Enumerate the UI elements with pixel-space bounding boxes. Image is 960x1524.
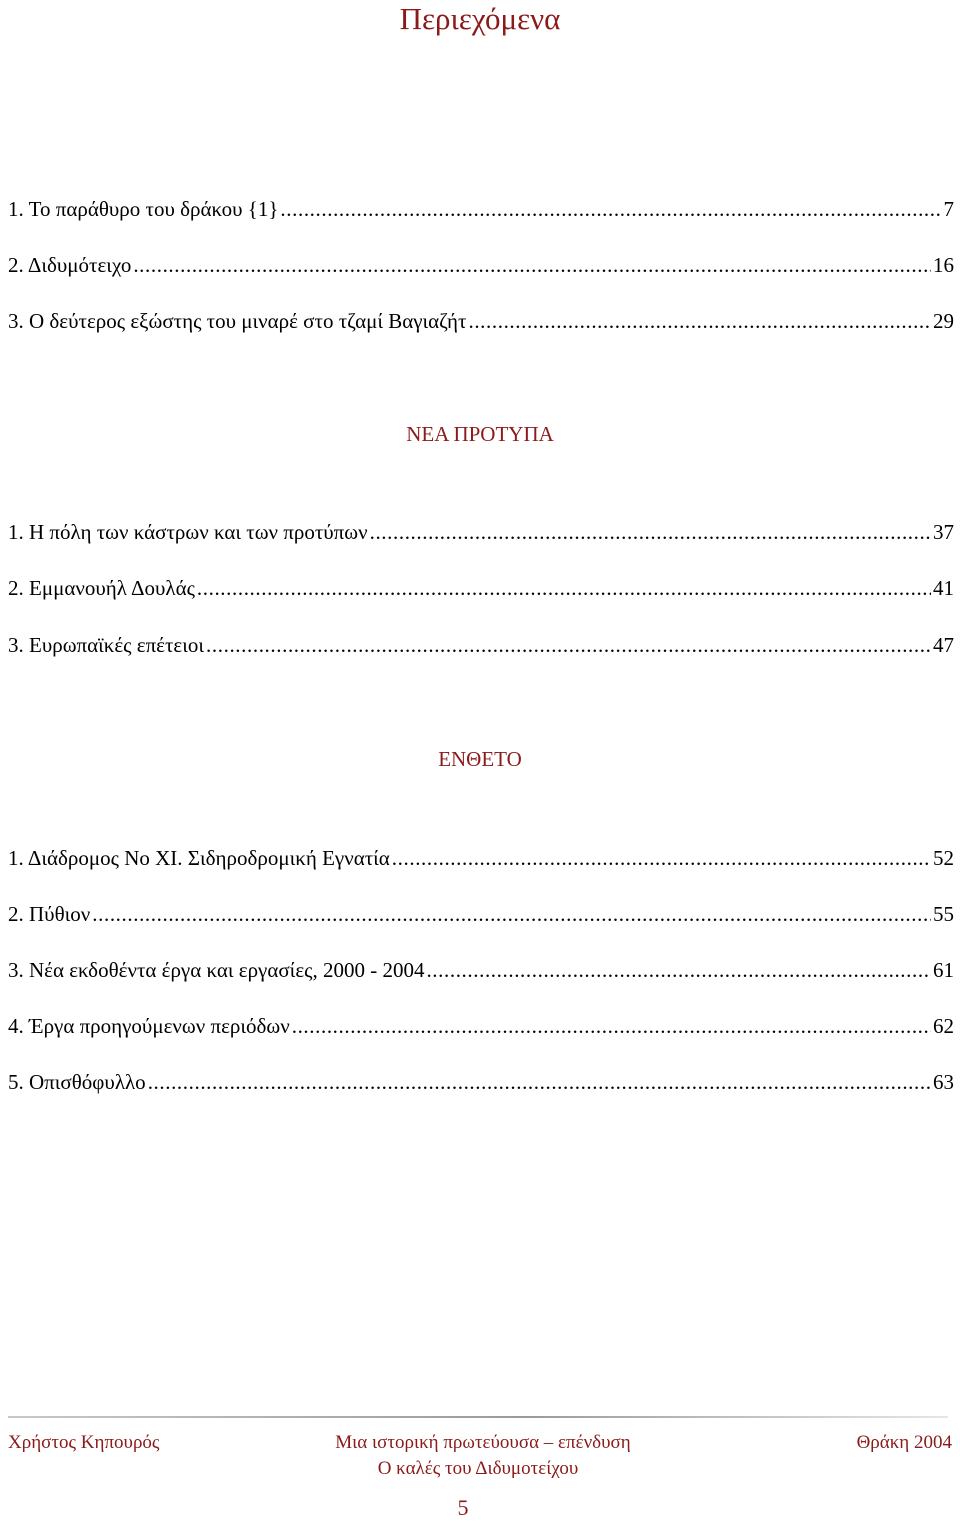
footer-subtitle-line1: Μια ιστορική πρωτεύουσα – επένδυση	[335, 1432, 631, 1453]
footer-subtitle-line2: Ο καλές του Διδυμοτείχου	[377, 1458, 579, 1479]
toc-entry-page: 62	[933, 1014, 954, 1038]
toc-entry-page: 16	[933, 253, 954, 277]
toc-entry-label: 3. Ο δεύτερος εξώστης του μιναρέ στο τζαμί Βαγιαζήτ	[8, 309, 467, 333]
toc-entry-page: 61	[933, 958, 954, 982]
toc-entry[interactable]	[8, 631, 954, 659]
toc-leader-dots	[392, 844, 931, 872]
footer-author: Χρήστος Κηπουρός	[8, 1432, 160, 1453]
toc-entry-label: 2. Διδυμότειχο	[8, 253, 132, 277]
toc-entry-page: 37	[933, 520, 954, 544]
page-title: Περιεχόμενα	[399, 1, 561, 36]
toc-entry[interactable]	[8, 1068, 954, 1096]
page-number: 5	[457, 1495, 469, 1520]
toc-entry[interactable]	[8, 956, 954, 984]
footer-location-year: Θράκη 2004	[856, 1432, 952, 1453]
toc-entry-page: 63	[933, 1070, 954, 1094]
toc-leader-dots	[292, 1012, 931, 1040]
toc-entry-page: 29	[933, 309, 954, 333]
toc-entry-page: 47	[933, 633, 954, 657]
toc-entry-label: 3. Ευρωπαϊκές επέτειοι	[8, 633, 205, 657]
footer-divider	[8, 1416, 948, 1418]
toc-leader-dots	[148, 1068, 931, 1096]
toc-entry-page: 55	[933, 902, 954, 926]
toc-entry-label: 3. Νέα εκδοθέντα έργα και εργασίες, 2000 - 2004	[8, 958, 425, 982]
toc-entry[interactable]	[8, 1012, 954, 1040]
toc-entry-label: 1. Η πόλη των κάστρων και των προτύπων	[8, 520, 368, 544]
section-heading-entheto: ΕΝΘΕΤΟ	[438, 747, 522, 771]
toc-entry-page: 7	[943, 197, 954, 221]
section-heading-nea-protypa: ΝΕΑ ΠΡΟΤΥΠΑ	[406, 422, 554, 446]
toc-entry-label: 4. Έργα προηγούμενων περιόδων	[8, 1014, 290, 1038]
toc-leader-dots	[426, 956, 931, 984]
toc-entry[interactable]	[8, 900, 954, 928]
toc-leader-dots	[370, 518, 931, 546]
toc-entry[interactable]	[8, 307, 954, 335]
toc-entry-label: 1. Διάδρομος Νο ΧΙ. Σιδηροδρομική Εγνατία	[8, 846, 390, 870]
toc-leader-dots	[206, 631, 931, 659]
toc-entry[interactable]	[8, 251, 954, 279]
toc-leader-dots	[133, 251, 931, 279]
toc-leader-dots	[280, 195, 941, 223]
toc-entry-label: 1. Το παράθυρο του δράκου {1}	[8, 197, 279, 221]
toc-entry[interactable]	[8, 574, 954, 602]
toc-entry[interactable]	[8, 195, 954, 223]
toc-entry-label: 2. Εμμανουήλ Δουλάς	[8, 576, 195, 600]
toc-entry-label: 2. Πύθιον	[8, 902, 91, 926]
toc-entry[interactable]	[8, 844, 954, 872]
toc-entry-page: 41	[933, 576, 954, 600]
toc-leader-dots	[197, 574, 931, 602]
toc-leader-dots	[468, 307, 931, 335]
toc-entry-page: 52	[933, 846, 954, 870]
toc-entry[interactable]	[8, 518, 954, 546]
toc-leader-dots	[92, 900, 931, 928]
toc-entry-label: 5. Οπισθόφυλλο	[8, 1070, 146, 1094]
